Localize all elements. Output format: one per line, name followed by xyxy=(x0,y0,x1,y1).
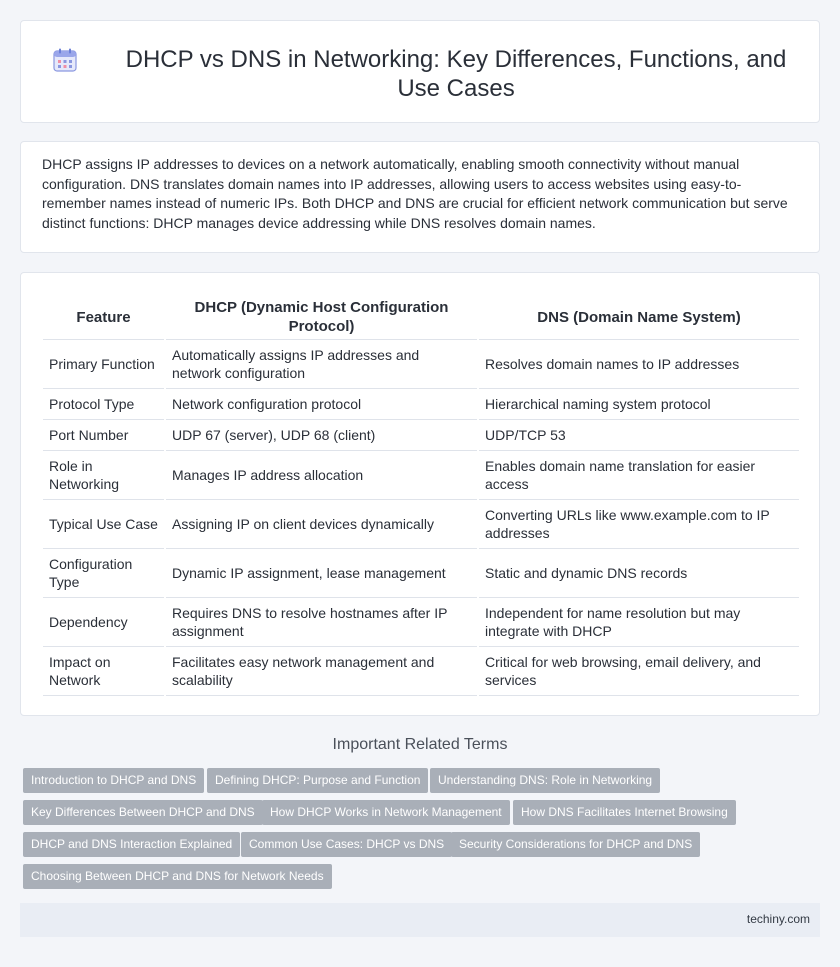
related-term-tag[interactable]: DHCP and DNS Interaction Explained xyxy=(23,832,240,857)
column-header-dhcp: DHCP (Dynamic Host Configuration Protocol) xyxy=(165,295,478,339)
feature-cell: Typical Use Case xyxy=(43,499,165,548)
table-row xyxy=(43,388,799,419)
dns-cell: Resolves domain names to IP addresses xyxy=(478,339,799,388)
dns-cell: Critical for web browsing, email delivery, and services xyxy=(478,646,799,695)
dns-cell: Independent for name resolution but may integrate with DHCP xyxy=(478,597,799,646)
feature-cell: Primary Function xyxy=(43,339,165,388)
title-card xyxy=(20,20,820,123)
footer xyxy=(20,903,820,937)
related-term-tag[interactable]: Common Use Cases: DHCP vs DNS xyxy=(241,832,452,857)
dhcp-cell: Manages IP address allocation xyxy=(165,450,478,499)
footer-site-name[interactable]: techiny.com xyxy=(746,912,810,926)
feature-cell: Impact on Network xyxy=(43,646,165,695)
dns-cell: UDP/TCP 53 xyxy=(478,419,799,450)
intro-card xyxy=(20,141,820,253)
feature-cell: Dependency xyxy=(43,597,165,646)
table-row xyxy=(43,548,799,597)
table-row xyxy=(43,646,799,695)
dns-cell: Enables domain name translation for easier access xyxy=(478,450,799,499)
dhcp-cell: Automatically assigns IP addresses and network configuration xyxy=(165,339,478,388)
related-term-tag[interactable]: Introduction to DHCP and DNS xyxy=(23,768,204,793)
dhcp-cell: Assigning IP on client devices dynamically xyxy=(165,499,478,548)
table-row xyxy=(43,450,799,499)
column-header-dns: DNS (Domain Name System) xyxy=(478,295,799,339)
related-term-tag[interactable]: Understanding DNS: Role in Networking xyxy=(430,768,660,793)
table-row xyxy=(43,419,799,450)
dns-cell: Static and dynamic DNS records xyxy=(478,548,799,597)
related-term-tag[interactable]: Security Considerations for DHCP and DNS xyxy=(451,832,700,857)
related-term-tag[interactable]: Key Differences Between DHCP and DNS xyxy=(23,800,263,825)
feature-cell: Role in Networking xyxy=(43,450,165,499)
table-row xyxy=(43,499,799,548)
feature-cell: Protocol Type xyxy=(43,388,165,419)
page-title: DHCP vs DNS in Networking: Key Differences, Functions, and Use Cases xyxy=(125,46,787,102)
related-term-tag[interactable]: Defining DHCP: Purpose and Function xyxy=(207,768,428,793)
dhcp-cell: Network configuration protocol xyxy=(165,388,478,419)
table-row xyxy=(43,339,799,388)
related-term-tag[interactable]: Choosing Between DHCP and DNS for Network Needs xyxy=(23,864,332,889)
dhcp-cell: Dynamic IP assignment, lease management xyxy=(165,548,478,597)
intro-text: DHCP assigns IP addresses to devices on a network automatically, enabling smooth connectivity without manual configuration. DNS translates domain names into IP addresses, allowing users to access websites using easy-to-remember names instead of numeric IPs. Both DHCP and DNS are crucial for efficient network communication but serve distinct functions: DHCP manages device addressing while DNS resolves domain names. xyxy=(42,156,788,231)
dhcp-cell: Facilitates easy network management and scalability xyxy=(165,646,478,695)
dns-cell: Hierarchical naming system protocol xyxy=(478,388,799,419)
table-row xyxy=(43,597,799,646)
feature-cell: Configuration Type xyxy=(43,548,165,597)
dhcp-cell: Requires DNS to resolve hostnames after IP assignment xyxy=(165,597,478,646)
column-header-feature: Feature xyxy=(43,295,165,339)
comparison-card xyxy=(20,272,820,716)
dhcp-cell: UDP 67 (server), UDP 68 (client) xyxy=(165,419,478,450)
related-term-tag[interactable]: How DNS Facilitates Internet Browsing xyxy=(513,800,736,825)
related-terms-heading: Important Related Terms xyxy=(332,736,508,753)
comparison-table xyxy=(43,295,799,696)
related-term-tag[interactable]: How DHCP Works in Network Management xyxy=(262,800,510,825)
table-header-row xyxy=(43,295,799,339)
dns-cell: Converting URLs like www.example.com to IP addresses xyxy=(478,499,799,548)
feature-cell: Port Number xyxy=(43,419,165,450)
